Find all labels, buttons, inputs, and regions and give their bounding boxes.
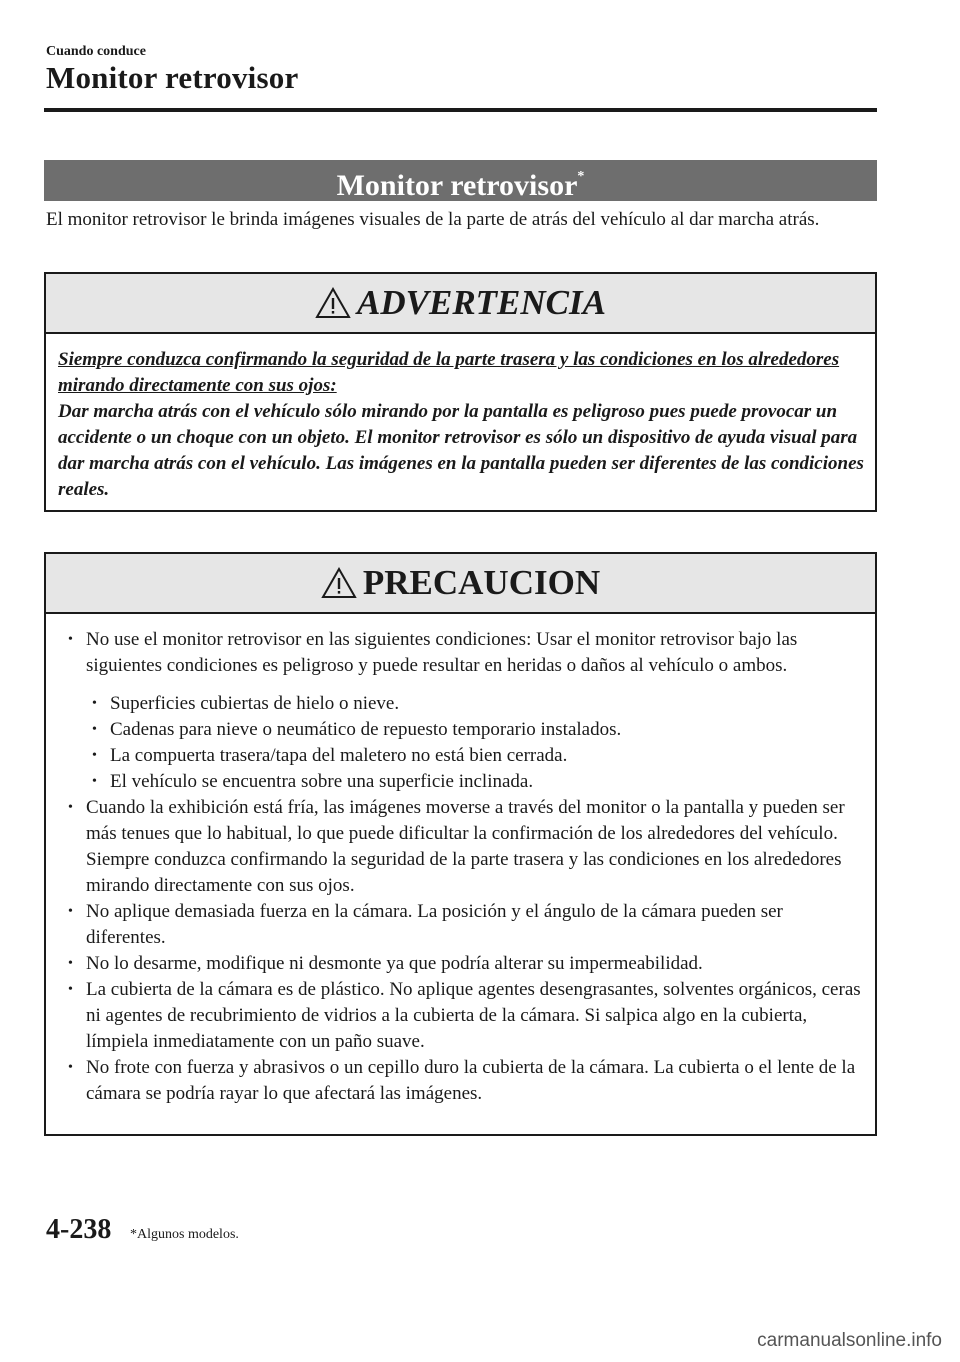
footnote-marker: * (577, 169, 585, 184)
warning-triangle-icon (315, 287, 351, 319)
watermark-link[interactable]: carmanualsonline.info (757, 1330, 942, 1351)
section-title: Monitor retrovisor (336, 169, 578, 202)
list-item: • Cuando la exhibición está fría, las imágenes moverse a través del monitor o la pantalla y pueden ser más tenues que lo habitual, lo que puede dificultar la confirmación de los alrededores del vehículo. Siempre conduzca confirmando la seguridad de la parte trasera y las condiciones en los alrededores mirando directamente con sus ojos. (64, 795, 865, 899)
header-divider (44, 108, 877, 112)
page-number: 4-238 (46, 1214, 112, 1245)
list-item: • No use el monitor retrovisor en las siguientes condiciones: Usar el monitor retrovisor bajo las siguientes condiciones es peligroso y puede resultar en heridas o daños al vehículo o ambos. • Superficies cubiertas de hielo o nieve. • Cadenas para nieve o neumático de repuesto temporario instalados. • La compuerta trasera/tapa del maletero no está bien cerrada. • El vehículo se encuentra sobre una superficie inclinada. (64, 627, 865, 795)
list-item: • El vehículo se encuentra sobre una superficie inclinada. (86, 769, 865, 795)
chapter-label: Cuando conduce (46, 44, 146, 59)
list-item: • No lo desarme, modifique ni desmonte ya que podría alterar su impermeabilidad. (64, 951, 865, 977)
warning-triangle-icon (321, 567, 357, 599)
warning-header (46, 274, 875, 334)
caution-box (44, 552, 877, 1136)
page-title: Monitor retrovisor (46, 60, 299, 95)
caution-list (64, 627, 865, 1107)
list-item: • La compuerta trasera/tapa del maletero no está bien cerrada. (86, 743, 865, 769)
list-item: • La cubierta de la cámara es de plástico. No aplique agentes desengrasantes, solventes orgánicos, ceras ni agentes de recubrimiento de vidrios a la cubierta de la cámara. Si salpica algo en la cubierta, límpiela inmediatamente con un paño suave. (64, 977, 865, 1055)
warning-title: ADVERTENCIA (357, 283, 606, 322)
condition-sublist (86, 691, 865, 795)
list-item: • No aplique demasiada fuerza en la cámara. La posición y el ángulo de la cámara pueden ser diferentes. (64, 899, 865, 951)
caution-header (46, 554, 875, 614)
list-item: • No frote con fuerza y abrasivos o un cepillo duro la cubierta de la cámara. La cubierta o el lente de la cámara se podría rayar lo que afectará las imágenes. (64, 1055, 865, 1107)
warning-body (46, 334, 875, 503)
list-item: • Cadenas para nieve o neumático de repuesto temporario instalados. (86, 717, 865, 743)
warning-box (44, 272, 877, 512)
list-item: • Superficies cubiertas de hielo o nieve. (86, 691, 865, 717)
warning-text: Dar marcha atrás con el vehículo sólo mirando por la pantalla es peligroso pues puede provocar un accidente o un choque con un objeto. El monitor retrovisor es sólo un dispositivo de ayuda visual para dar marcha atrás con el vehículo. Las imágenes en la pantalla pueden ser diferentes de las condiciones reales. (58, 401, 864, 500)
footnote: *Algunos modelos. (130, 1227, 239, 1242)
intro-paragraph: El monitor retrovisor le brinda imágenes visuales de la parte de atrás del vehículo al dar marcha atrás. (46, 209, 820, 230)
section-heading (44, 160, 877, 201)
warning-underlined-text: Siempre conduzca confirmando la seguridad de la parte trasera y las condiciones en los alrededores mirando directamente con sus ojos: (58, 349, 840, 396)
caution-body (46, 614, 875, 1107)
caution-title: PRECAUCION (362, 563, 601, 602)
